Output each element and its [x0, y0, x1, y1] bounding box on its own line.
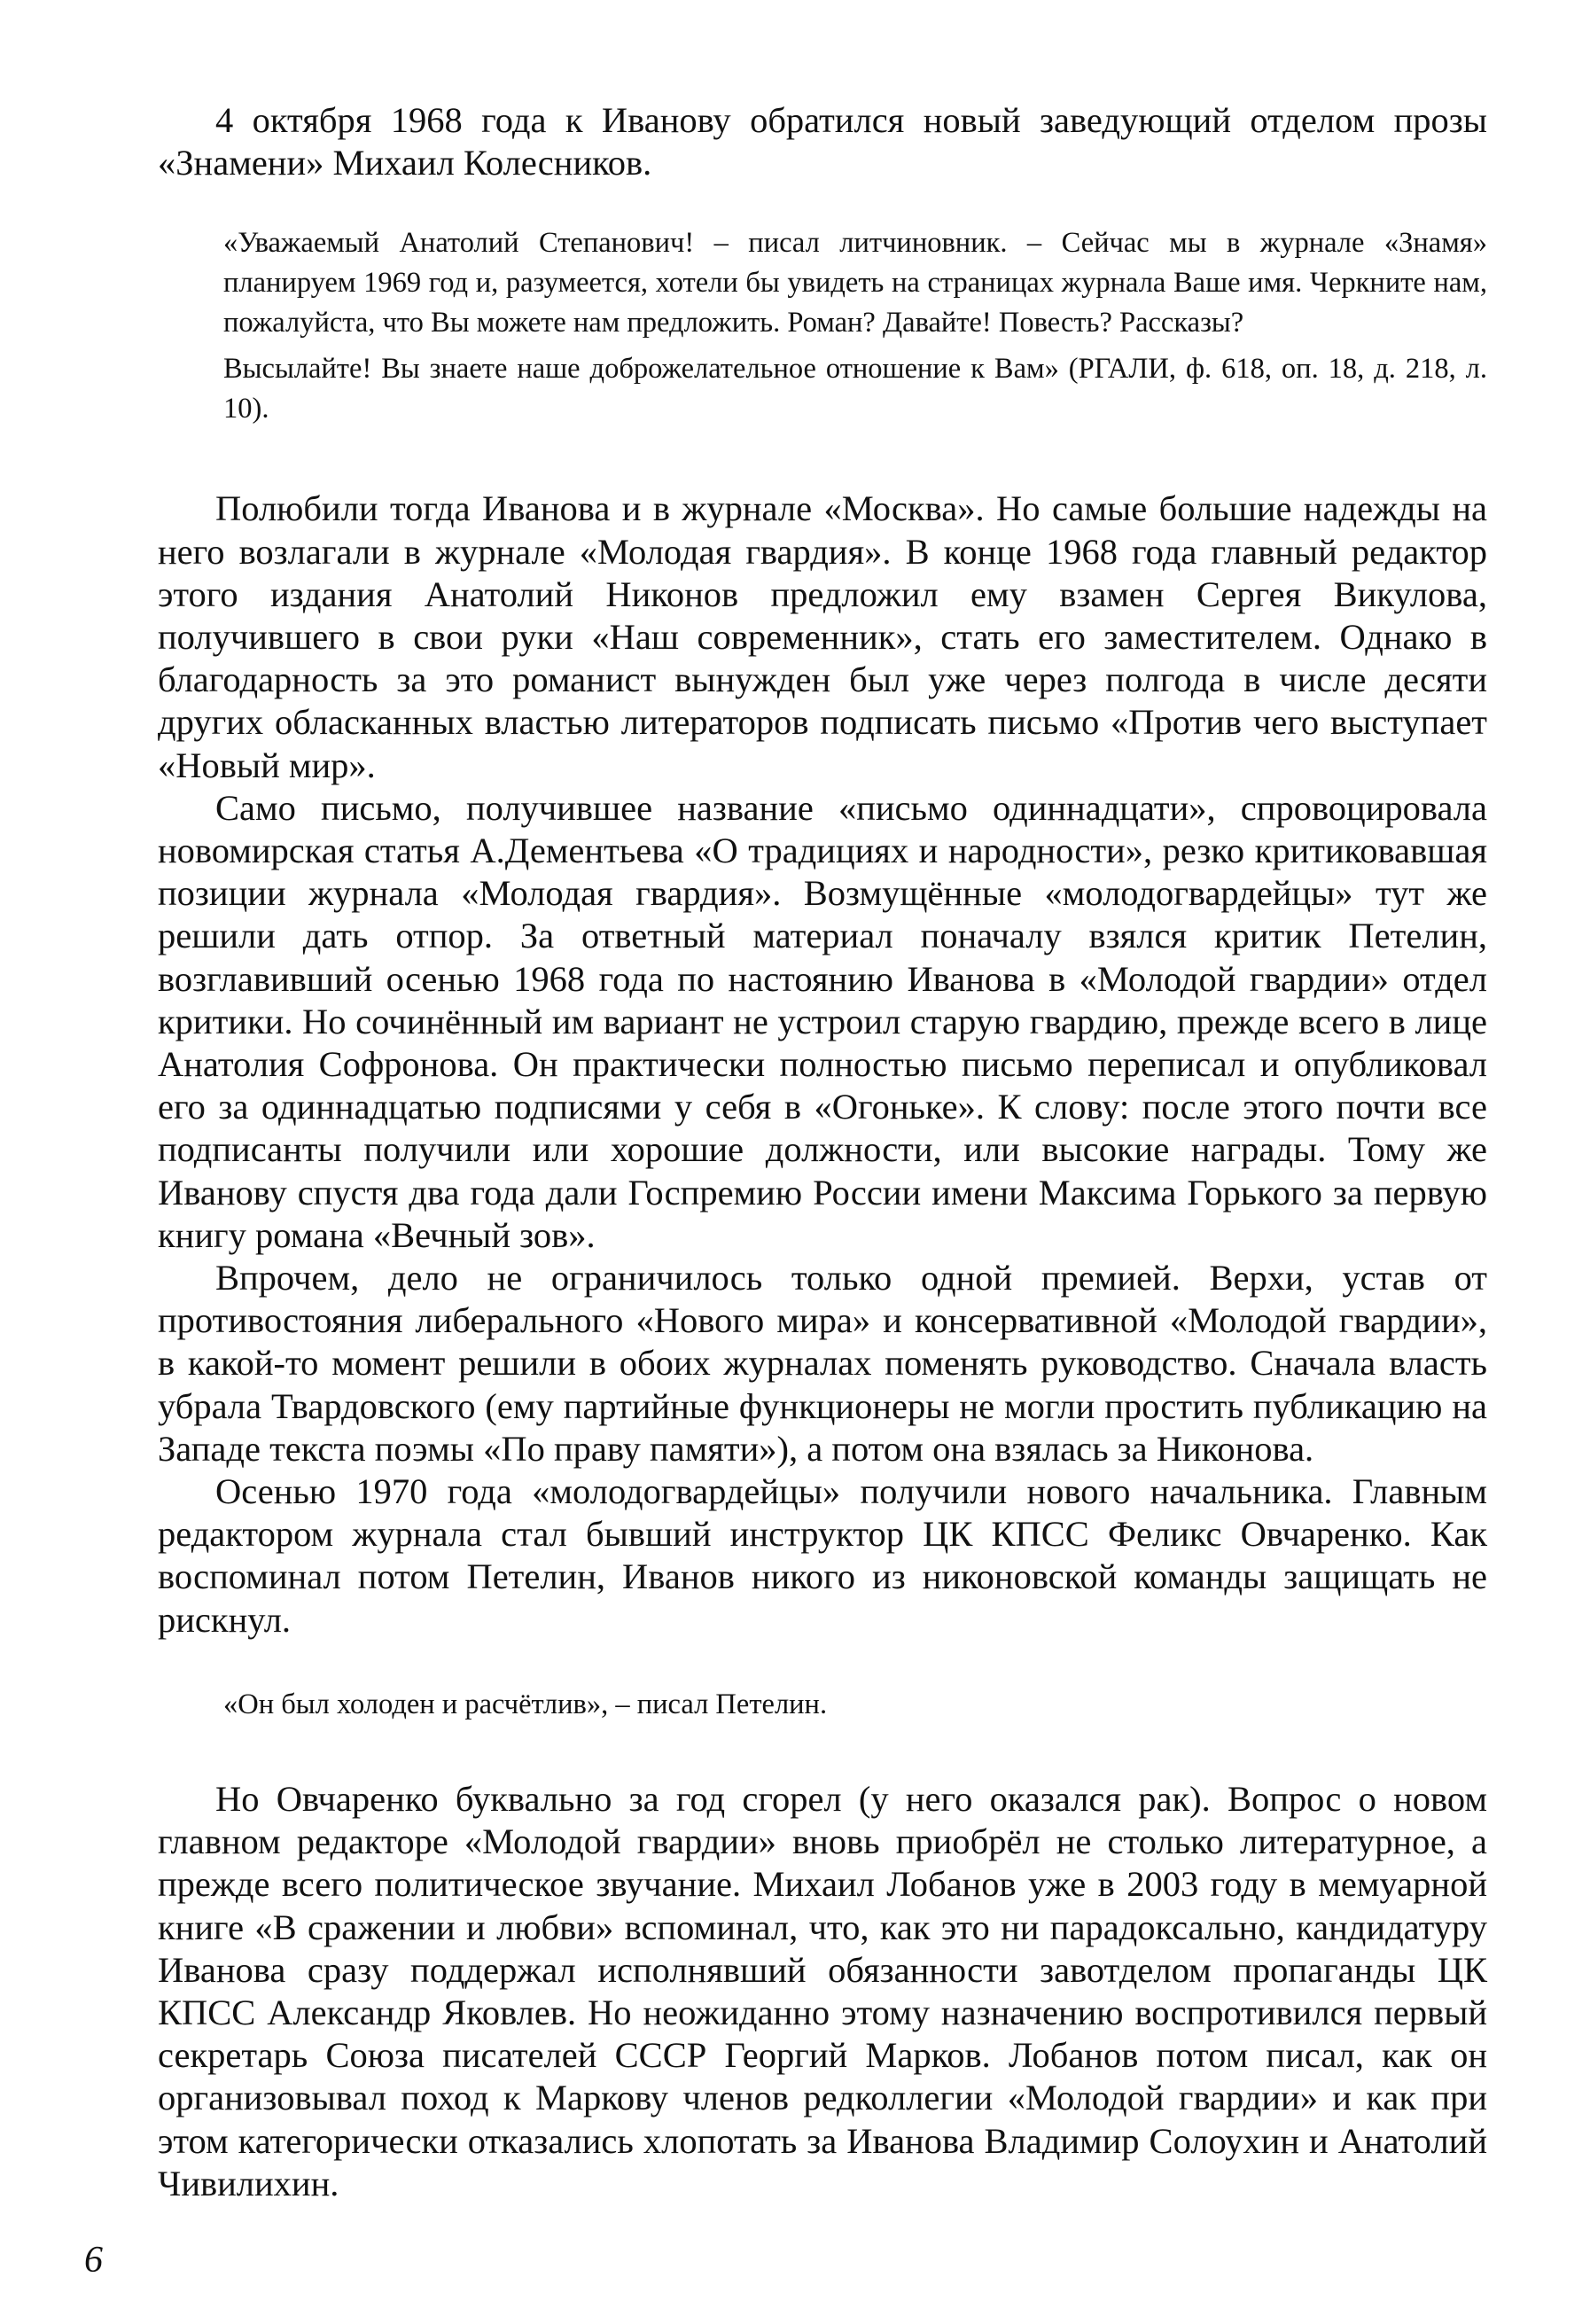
paragraph-1: 4 октября 1968 года к Иванову обратился новый заведующий отделом прозы «Знамени» Михаил Колесников.	[158, 100, 1487, 183]
paragraph-2: Полюбили тогда Иванова и в журнале «Москва». Но самые большие надежды на него возлагали в журнале «Молодая гвардия». В конце 1968 года главный редактор этого издания Анатолий Никонов предложил ему взамен Сергея Викулова, получившего в свои руки «Наш современник», стать его заместителем. Однако в благодарность за это романист вынужден был уже через полгода в числе десяти других обласканных властью литераторов подписать письмо «Против чего выступает «Новый мир».	[158, 488, 1487, 785]
quote-block-1	[223, 223, 1487, 429]
paragraph-3: Само письмо, получившее название «письмо одиннадцати», спровоцировала новомирская статья А.Дементьева «О традициях и народности», резко критиковавшая позиции журнала «Молодая гвардия». Возмущённые «молодогвардейцы» тут же решили дать отпор. За ответный материал поначалу взялся критик Петелин, возглавивший осенью 1968 года по настоянию Иванова в «Молодой гвардии» отдел критики. Но сочинённый им вариант не устроил старую гвардию, прежде всего в лице Анатолия Софронова. Он практически полностью письмо переписал и опубликовал его за одиннадцатью подписями у себя в «Огоньке». К слову: после этого почти все подписанты получили или хорошие должности, или высокие награды. Тому же Иванову спустя два года дали Госпремию России имени Максима Горького за первую книгу романа «Вечный зов».	[158, 787, 1487, 1255]
quote-2-text: «Он был холоден и расчётлив», – писал Петелин.	[223, 1688, 828, 1720]
paragraph-4: Впрочем, дело не ограничилось только одной премией. Верхи, устав от противостояния либерального «Нового мира» и консервативной «Молодой гвардии», в какой-то момент решили в обоих журналах поменять руководство. Сначала власть убрала Твардовского (ему партийные функционеры не могли простить публикацию на Западе текста поэмы «По праву памяти»), а потом она взялась за Никонова.	[158, 1258, 1487, 1469]
quote-block-2	[223, 1685, 1487, 1725]
quote-1-part-2: Высылайте! Вы знаете наше доброжелательное отношение к Вам» (РГАЛИ, ф. 618, оп. 18, д. 218, л. 10).	[223, 353, 1487, 425]
paragraph-6: Но Овчаренко буквально за год сгорел (у него оказался рак). Вопрос о новом главном редакторе «Молодой гвардии» вновь приобрёл не столько литературное, а прежде всего политическое звучание. Михаил Лобанов уже в 2003 году в мемуарной книге «В сражении и любви» вспоминал, что, как это ни парадоксально, кандидатуру Иванова сразу поддержал исполнявший обязанности завотделом пропаганды ЦК КПСС Александр Яковлев. Но неожиданно этому назначению воспротивился первый секретарь Союза писателей СССР Георгий Марков. Лобанов потом писал, как он организовывал поход к Маркову членов редколлегии «Молодой гвардии» и как при этом категорически отказались хлопотать за Иванова Владимир Солоухин и Анатолий Чивилихин.	[158, 1778, 1487, 2203]
quote-1-part-1: «Уважаемый Анатолий Степанович! – писал литчиновник. – Сейчас мы в журнале «Знамя» планируем 1969 год и, разумеется, хотели бы увидеть на страницах журнала Ваше имя. Черкните нам, пожалуйста, что Вы можете нам предложить. Роман? Давайте! Повесть? Рассказы?	[223, 227, 1487, 339]
page-number: 6	[84, 2240, 103, 2281]
page-body	[158, 99, 1487, 2205]
paragraph-5: Осенью 1970 года «молодогвардейцы» получили нового начальника. Главным редактором журнала стал бывший инструктор ЦК КПСС Феликс Овчаренко. Как воспоминал потом Петелин, Иванов никого из никоновской команды защищать не рискнул.	[158, 1471, 1487, 1640]
